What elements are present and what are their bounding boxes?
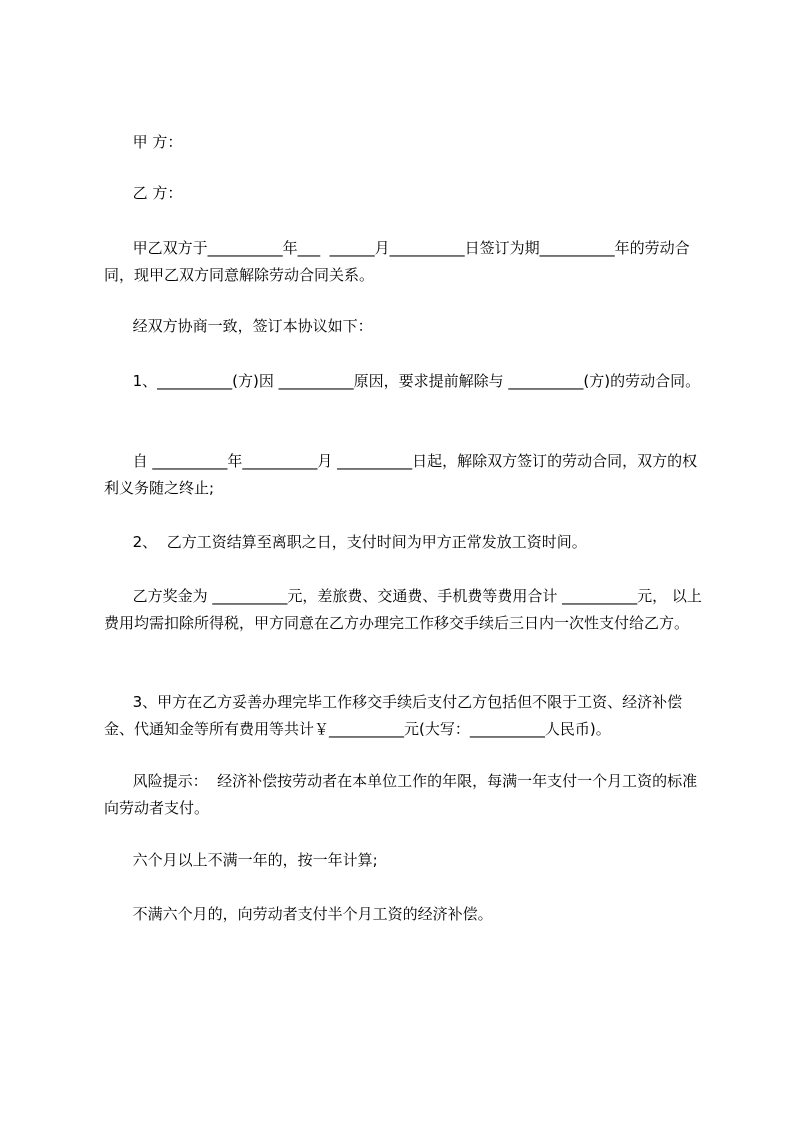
party-a-label: 甲 方： xyxy=(104,133,183,151)
termination-date-paragraph: 自 __________年__________月 __________日起，解除双方签订的劳动合同，双方的权利义务随之终止; xyxy=(104,452,698,497)
clause-3-paragraph: 3、甲方在乙方妥善办理完毕工作移交手续后支付乙方包括但不限于工资、经济补偿金、代通知金等所有费用等共计￥__________元(大写：__________人民币)。 xyxy=(104,693,683,738)
clause-1-paragraph: 1、__________(方)因 __________原因，要求提前解除与 __________(方)的劳动合同。 xyxy=(104,372,701,390)
risk-notice-paragraph: 风险提示： 经济补偿按劳动者在本单位工作的年限，每满一年支付一个月工资的标准向劳动者支付。 xyxy=(104,772,698,817)
bonus-expenses-paragraph: 乙方奖金为 __________元，差旅费、交通费、手机费等费用合计 __________元， 以上费用均需扣除所得税，甲方同意在乙方办理完工作移交手续后三日内一次性支付给乙方。 xyxy=(104,587,702,632)
agreement-intro-paragraph: 经双方协商一致，签订本协议如下： xyxy=(104,317,373,335)
six-months-rule-paragraph: 六个月以上不满一年的，按一年计算; xyxy=(104,851,378,869)
under-six-months-rule-paragraph: 不满六个月的，向劳动者支付半个月工资的经济补偿。 xyxy=(104,905,493,923)
party-b-label: 乙 方： xyxy=(104,184,183,202)
clause-2-paragraph: 2、 乙方工资结算至离职之日，支付时间为甲方正常发放工资时间。 xyxy=(104,533,587,551)
contract-background-paragraph: 甲乙双方于__________年___ ______月__________日签订为期__________年的劳动合同，现甲乙双方同意解除劳动合同关系。 xyxy=(104,239,690,284)
